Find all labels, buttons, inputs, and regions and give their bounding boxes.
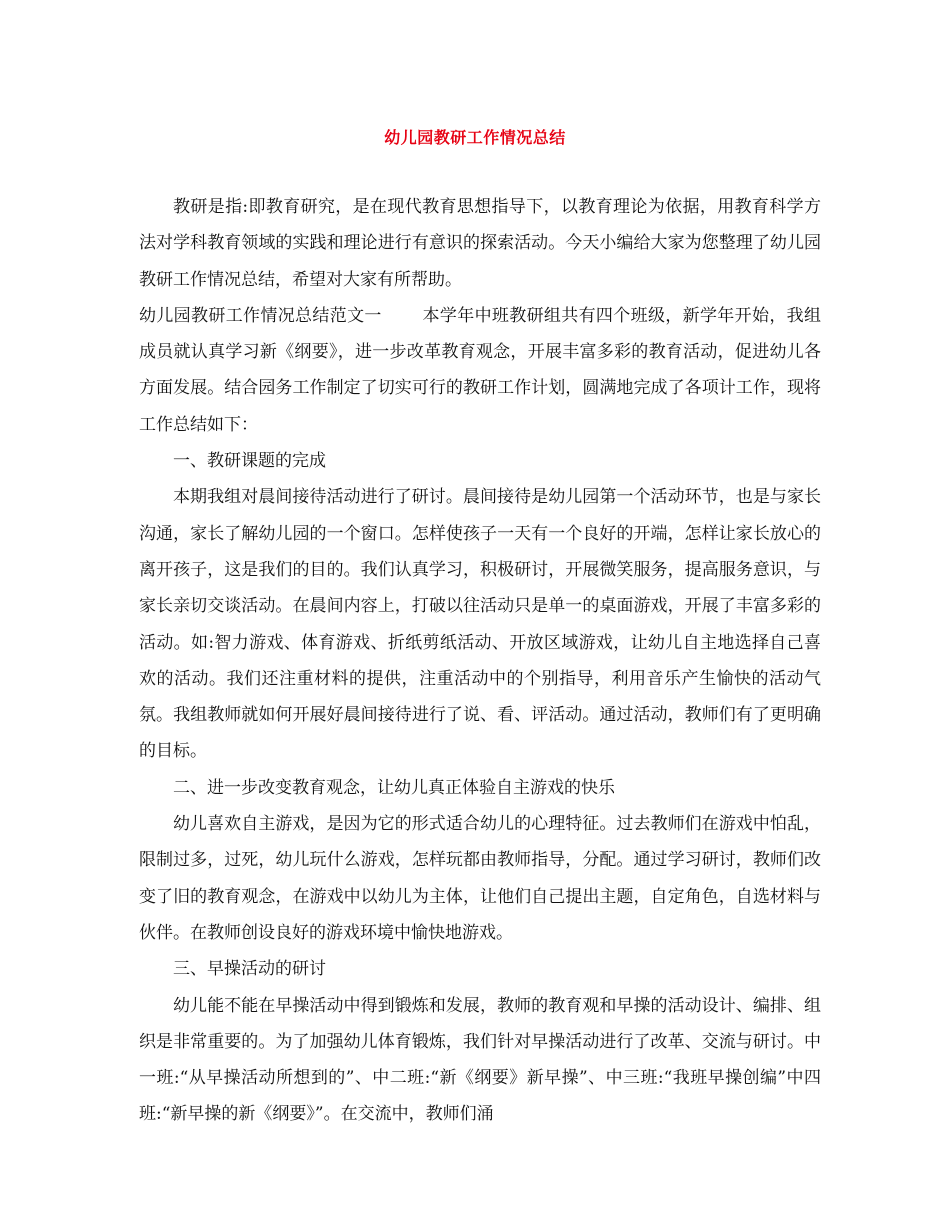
section-1-heading: 一、教研课题的完成 [173,451,326,472]
sample-paragraph [139,298,821,443]
sample-label: 幼儿园教研工作情况总结范文一 [139,305,382,326]
sample-text: 本学年中班教研组共有四个班级，新学年开始，我组成员就认真学习新《纲要》，进一步改革教育观念，开展丰富多彩的教育活动，促进幼儿各方面发展。结合园务工作制定了切实可行的教研工作计划，圆满地完成了各项计工作，现将工作总结如下： [139,305,822,435]
document-title: 幼儿园教研工作情况总结 [384,128,566,147]
document-body [139,189,821,1133]
section-2-paragraph: 幼儿喜欢自主游戏，是因为它的形式适合幼儿的心理特征。过去教师们在游戏中怕乱，限制过多，过死，幼儿玩什么游戏，怎样玩都由教师指导，分配。通过学习研讨，教师们改变了旧的教育观念，在游戏中以幼儿为主体，让他们自己提出主题，自定角色，自选材料与伙伴。在教师创设良好的游戏环境中愉快地游戏。 [139,814,821,943]
section-2-heading: 二、进一步改变教育观念，让幼儿真正体验自主游戏的快乐 [173,777,615,798]
intro-paragraph: 教研是指:即教育研究，是在现代教育思想指导下，以教育理论为依据，用教育科学方法对学科教育领域的实践和理论进行有意识的探索活动。今天小编给大家为您整理了幼儿园教研工作情况总结，希望对大家有所帮助。 [139,197,821,290]
section-3-paragraph: 幼儿能不能在早操活动中得到锻炼和发展，教师的教育观和早操的活动设计、编排、组织是非常重要的。为了加强幼儿体育锻炼，我们针对早操活动进行了改革、交流与研讨。中一班:“从早操活动所想到的”、中二班:“新《纲要》新早操”、中三班:“我班早操创编”中四班:“新早操的新《纲要》”。在交流中，教师们涌 [139,995,821,1125]
section-1-paragraph: 本期我组对晨间接待活动进行了研讨。晨间接待是幼儿园第一个活动环节，也是与家长沟通，家长了解幼儿园的一个窗口。怎样使孩子一天有一个良好的开端，怎样让家长放心的离开孩子，这是我们的目的。我们认真学习，积极研讨，开展微笑服务，提高服务意识，与家长亲切交谈活动。在晨间内容上，打破以往活动只是单一的桌面游戏，开展了丰富多彩的活动。如:智力游戏、体育游戏、折纸剪纸活动、开放区域游戏，让幼儿自主地选择自己喜欢的活动。我们还注重材料的提供，注重活动中的个别指导，利用音乐产生愉快的活动气氛。我组教师就如何开展好晨间接待进行了说、看、评活动。通过活动，教师们有了更明确的目标。 [139,487,821,762]
section-3-heading: 三、早操活动的研讨 [173,959,326,980]
